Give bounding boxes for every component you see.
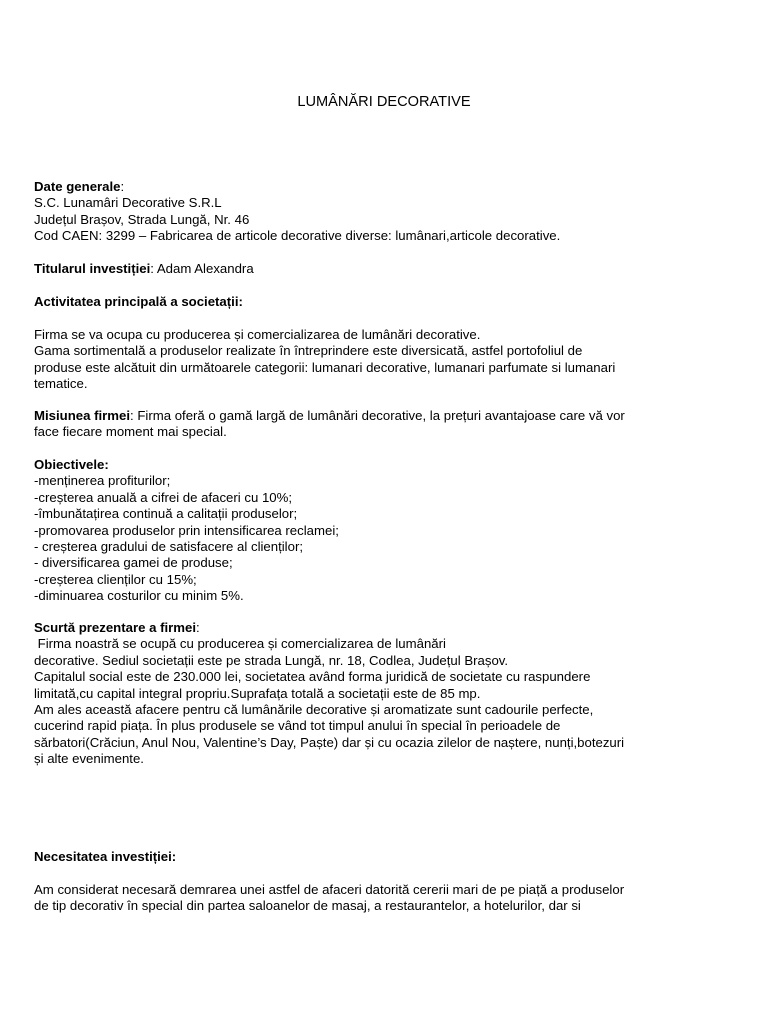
main-activity-heading: Activitatea principală a societații:	[34, 294, 243, 309]
investment-necessity-section	[34, 849, 734, 915]
presentation-line: decorative. Sediul societații este pe strada Lungă, nr. 18, Codlea, Județul Brașov.	[34, 652, 509, 668]
mission-section	[34, 408, 734, 441]
company-address: Județul Brașov, Strada Lungă, Nr. 46	[34, 211, 250, 227]
presentation-line: limitată,cu capital integral propriu.Suprafața totală a societații este de 85 mp.	[34, 685, 481, 701]
presentation-line: Firma noastră se ocupă cu producerea și comercializarea de lumânări	[34, 636, 446, 652]
investment-holder-heading: Titularul investiției	[34, 261, 151, 276]
general-data-section	[34, 179, 734, 245]
presentation-line: Capitalul social este de 230.000 lei, societatea având forma juridică de societate cu raspundere	[34, 669, 591, 685]
objective-item: - creșterea gradului de satisfacere al clienților;	[34, 539, 304, 555]
main-activity-line: produse este alcătuit din următoarele categorii: lumanari decorative, lumanari parfumate si lumanari	[34, 359, 616, 375]
main-activity-line: tematice.	[34, 376, 88, 392]
general-data-heading-colon: :	[120, 179, 125, 194]
objectives-section	[34, 457, 734, 605]
mission-text: : Firma oferă o gamă largă de lumânări decorative, la prețuri avantajoase care vă vor	[130, 408, 625, 423]
objective-item: -îmbunătațirea continuă a calitații produselor;	[34, 506, 298, 522]
objective-item: -menținerea profiturilor;	[34, 473, 171, 489]
mission-line: face fiecare moment mai special.	[34, 424, 227, 440]
necessity-line: de tip decorativ în special din partea saloanelor de masaj, a restaurantelor, a hotelurilor, dar si	[34, 898, 581, 914]
investment-holder-value: : Adam Alexandra	[150, 261, 254, 276]
presentation-line: și alte evenimente.	[34, 751, 144, 767]
objective-item: -diminuarea costurilor cu minim 5%.	[34, 588, 244, 604]
presentation-line: cucerind rapid piața. În plus produsele se vând tot timpul anului în special în perioadele de	[34, 718, 561, 734]
mission-heading: Misiunea firmei	[34, 408, 131, 423]
objective-item: -creșterea clienților cu 15%;	[34, 571, 197, 587]
objective-item: - diversificarea gamei de produse;	[34, 555, 233, 571]
necessity-heading: Necesitatea investiției:	[34, 849, 177, 864]
general-data-heading-line	[34, 179, 734, 195]
presentation-heading-line	[34, 620, 734, 636]
main-activity-line: Gama sortimentală a produselor realizate în întreprindere este diversicată, astfel portofoliul de	[34, 343, 583, 359]
objective-item: -creșterea anuală a cifrei de afaceri cu 10%;	[34, 489, 293, 505]
company-presentation-section	[34, 620, 734, 768]
presentation-heading: Scurtă prezentare a firmei	[34, 620, 196, 635]
presentation-line: Am ales această afacere pentru că lumânările decorative și aromatizate sunt cadourile perfecte,	[34, 702, 594, 718]
presentation-line: sărbatori(Crăciun, Anul Nou, Valentine’s Day, Paște) dar și cu ocazia zilelor de naștere, nunți,botezuri	[34, 734, 625, 750]
objective-item: -promovarea produselor prin intensificarea reclamei;	[34, 522, 339, 538]
necessity-line: Am considerat necesară demrarea unei astfel de afaceri datorită cererii mari de pe piață a produselor	[34, 881, 625, 897]
investment-holder-section	[34, 261, 734, 277]
caen-code: Cod CAEN: 3299 – Fabricarea de articole decorative diverse: lumânari,articole decorative.	[34, 228, 561, 244]
presentation-heading-colon: :	[195, 620, 200, 635]
company-name: S.C. Lunamâri Decorative S.R.L	[34, 195, 222, 211]
objectives-heading: Obiectivele:	[34, 457, 109, 472]
document-title: LUMÂNĂRI DECORATIVE	[297, 94, 471, 110]
investment-holder-line	[34, 261, 734, 277]
main-activity-section	[34, 294, 734, 392]
general-data-heading: Date generale	[34, 179, 121, 194]
main-activity-line: Firma se va ocupa cu producerea și comercializarea de lumânări decorative.	[34, 326, 481, 342]
mission-line	[34, 408, 734, 424]
